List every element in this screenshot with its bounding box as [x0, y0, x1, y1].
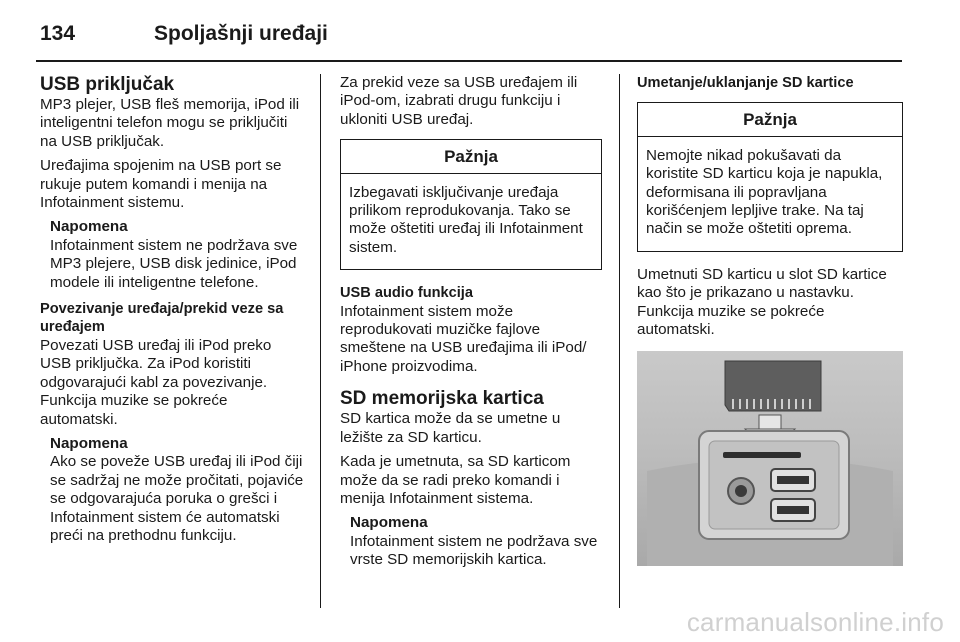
note-sd-support [350, 514, 602, 569]
sd-insert-subtitle: Umetanje/uklanjanje SD kartice [637, 75, 854, 91]
header-divider [36, 60, 902, 62]
connect-subtitle: Povezivanje uređaja/prekid veze sa uređajem [40, 301, 284, 336]
note-text: Infotainment sistem ne podržava sve vrste SD memorijskih kartica. [350, 532, 598, 569]
caution-text: Nemojte nikad pokušavati da koristite SD karticu koja je napukla, deformisana ili popravljana korišćenjem lepljive trake. Na taj način se može oštetiti oprema. [646, 146, 883, 238]
usb-port-icon [771, 469, 815, 491]
note-usb-support [50, 218, 304, 292]
column-1 [40, 74, 304, 553]
watermark: carmanualsonline.info [686, 607, 944, 637]
sd-slot-illustration [637, 351, 903, 566]
sd-control-paragraph: Kada je umetnuta, sa SD karticom može da se radi preko komandi i menija Infotainment sistema. [340, 453, 571, 507]
aux-jack-icon [728, 478, 754, 504]
usb-control-paragraph: Uređajima spojenim na USB port se rukuje putem komandi i menija na Infotainment sistemu. [40, 157, 282, 212]
note-text: Ako se poveže USB uređaj ili iPod čiji se sadržaj ne može pročitati, pojaviće se odgovarajuća poruka o grešci i Infotainment sistem će automatski preći na prethodnu funkciju. [50, 453, 304, 544]
usb-port-icon [771, 499, 815, 521]
sd-section-title: SD memorijska kartica [340, 388, 544, 410]
note-title: Napomena [50, 218, 128, 236]
page-header [36, 14, 902, 58]
usb-audio-paragraph: Infotainment sistem može reprodukovati muzičke fajlove smeštene na USB uređajima ili iPod/ iPhone proizvodima. [340, 302, 587, 375]
sd-slot-paragraph: SD kartica može da se umetne u ležište za SD karticu. [340, 410, 561, 446]
note-title: Napomena [50, 434, 128, 452]
sd-card-icon [725, 361, 821, 411]
note-unreadable-device [50, 435, 304, 545]
column-3 [637, 74, 903, 566]
note-title: Napomena [350, 514, 428, 532]
caution-title: Pažnja [638, 103, 902, 136]
sd-slot [723, 452, 801, 458]
connect-paragraph: Povezati USB uređaj ili iPod preko USB priključka. Za iPod koristiti odgovarajući kabl za povezivanje. Funkcija muzike se pokreće automatski. [40, 336, 272, 428]
caution-box-usb [340, 139, 602, 270]
caution-box-sd [637, 102, 903, 251]
caution-text: Izbegavati isključivanje uređaja prilikom reprodukovanja. Tako se može oštetiti uređaj ili Infotainment sistem. [349, 183, 583, 256]
usb-audio-subtitle: USB audio funkcija [340, 285, 473, 302]
sd-slot-photo [637, 351, 903, 566]
caution-title: Pažnja [341, 140, 601, 173]
column-2 [340, 74, 602, 578]
note-text: Infotainment sistem ne podržava sve MP3 plejere, USB disk jedinice, iPod modele ili inteligentne telefone. [50, 236, 298, 291]
disconnect-paragraph: Za prekid veze sa USB uređajem ili iPod-om, izabrati drugu funkciju i ukloniti USB uređaj. [340, 74, 578, 128]
column-divider-2 [619, 74, 620, 608]
usb-section-title: USB priključak [40, 74, 175, 95]
usb-intro-paragraph: MP3 plejer, USB fleš memorija, iPod ili inteligentni telefon mogu se priključiti na USB priključak. [40, 96, 300, 150]
column-divider-1 [320, 74, 321, 608]
page-number: 134 [40, 22, 76, 45]
sd-insert-paragraph: Umetnuti SD karticu u slot SD kartice kao što je prikazano u nastavku. Funkcija muzike se pokreće automatski. [637, 265, 887, 339]
chapter-title: Spoljašnji uređaji [154, 22, 328, 45]
